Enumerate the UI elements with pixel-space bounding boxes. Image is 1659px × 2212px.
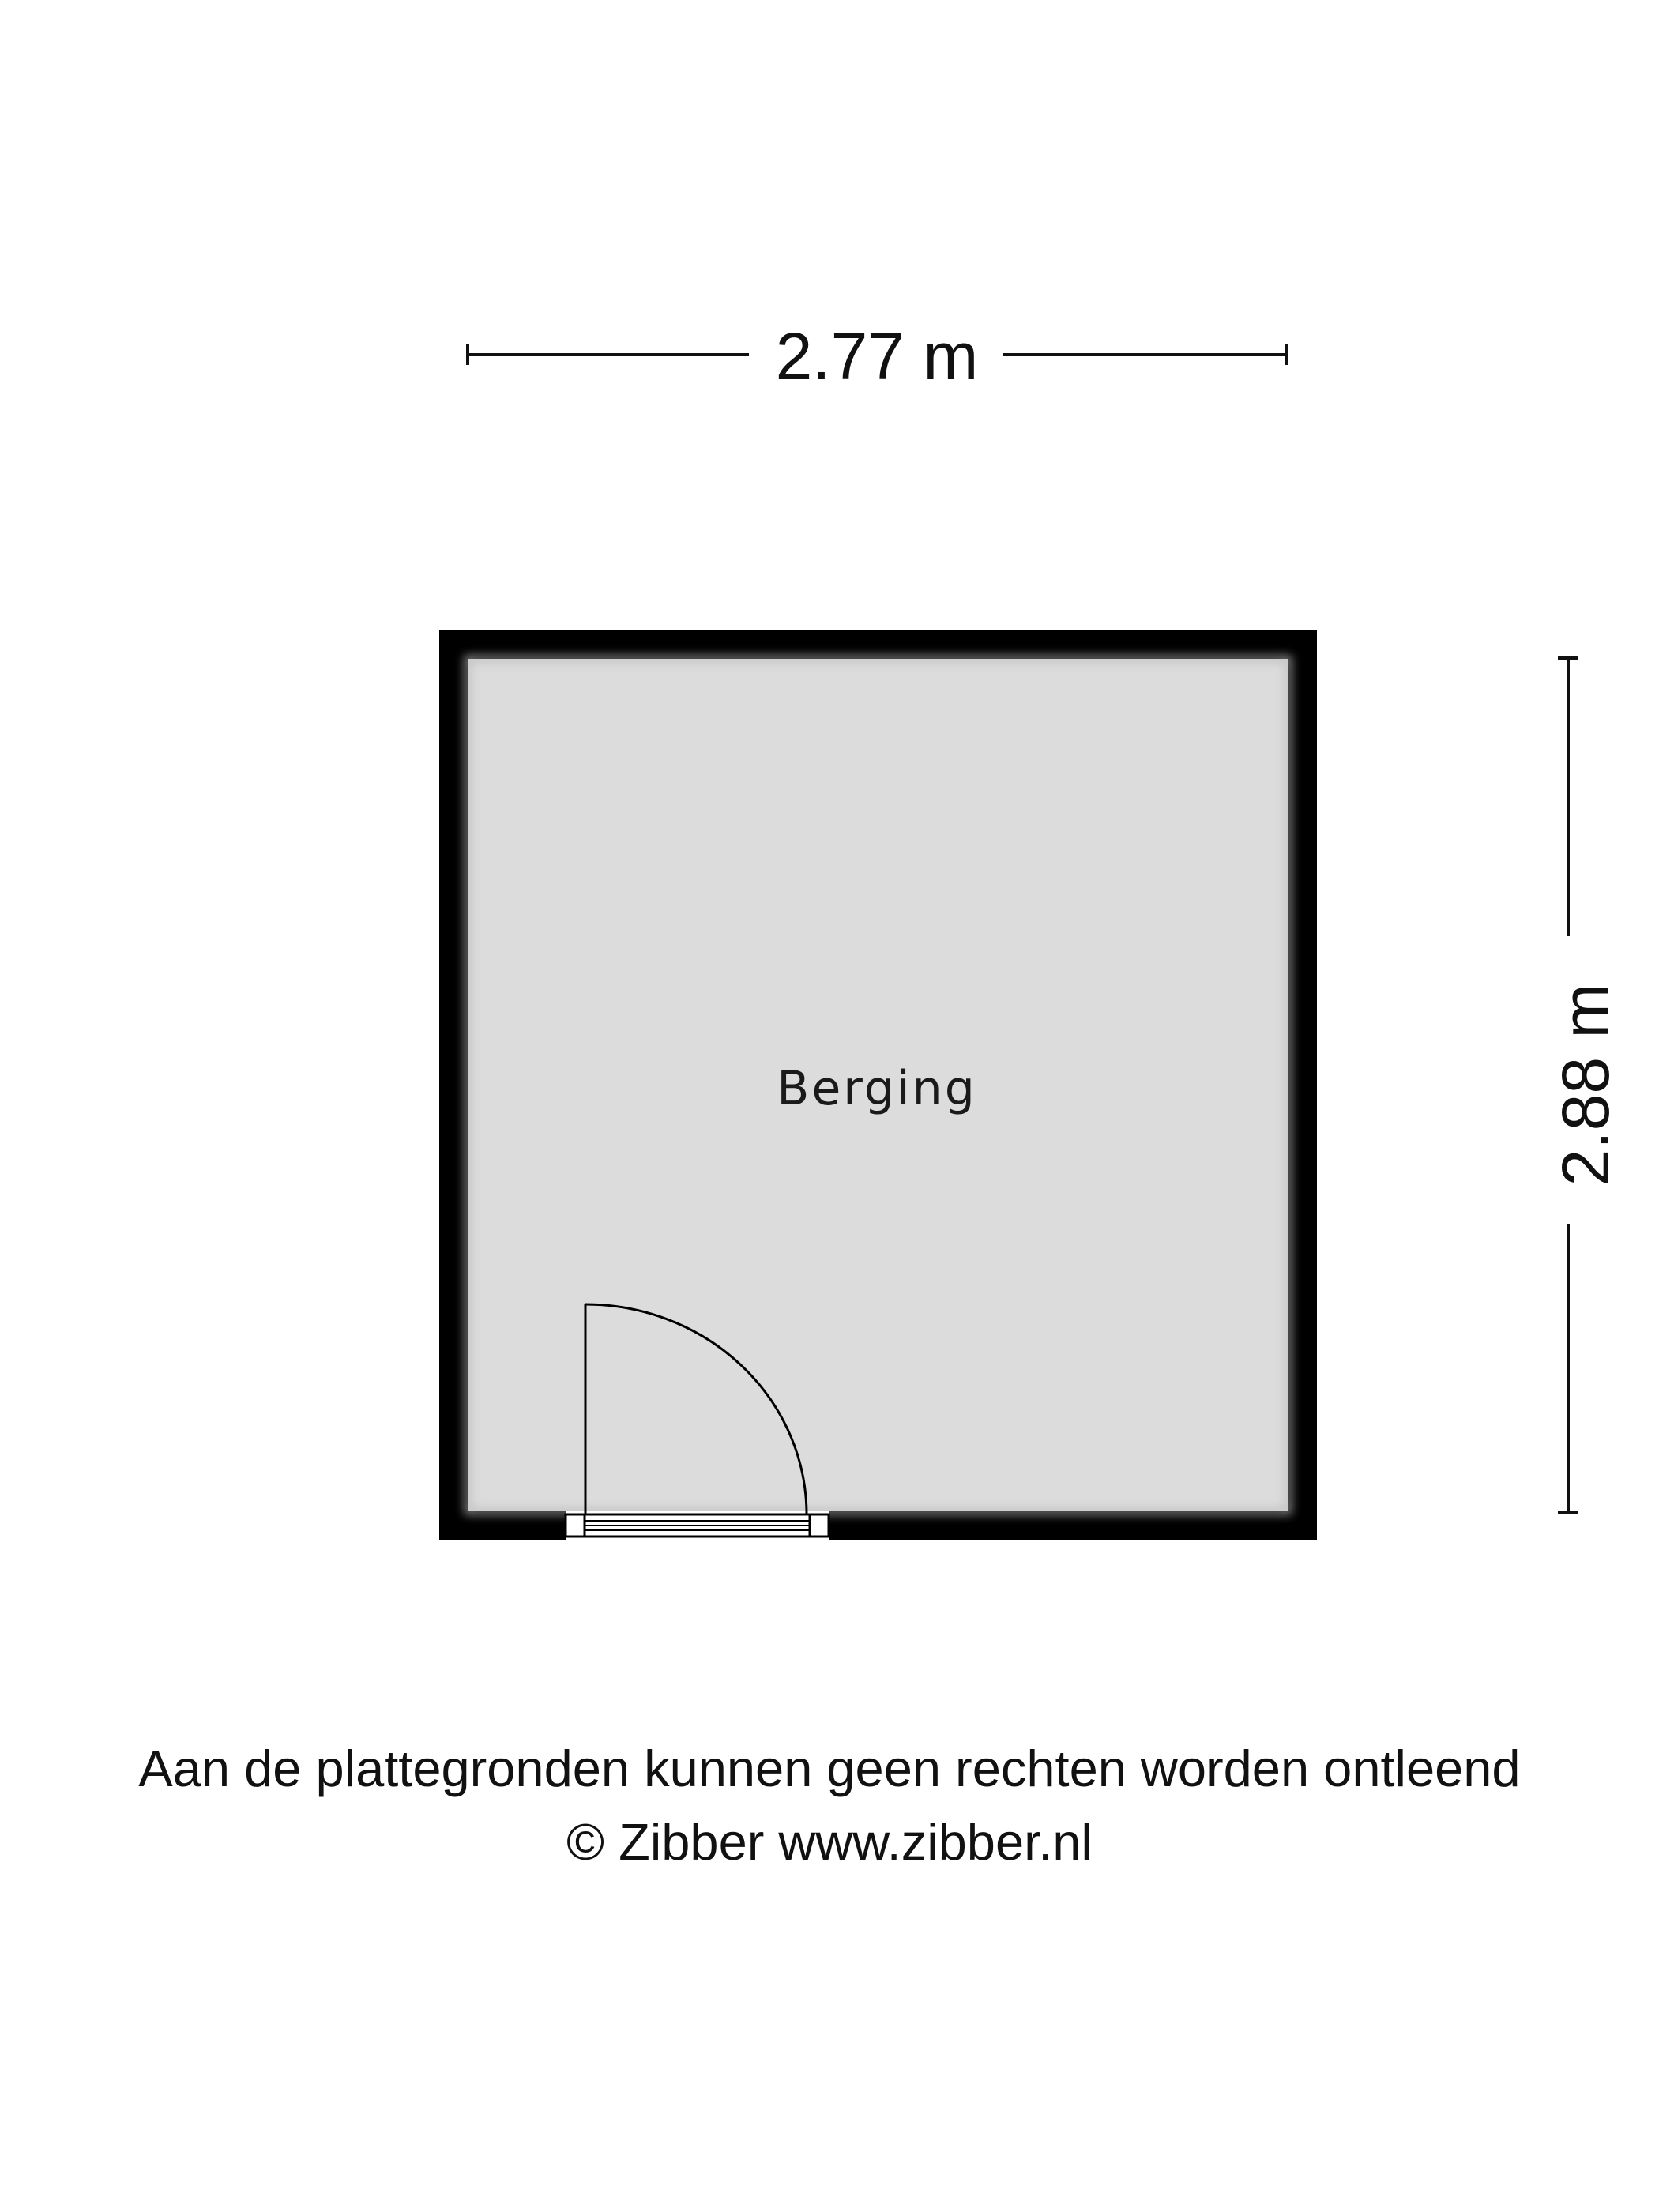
- copyright-text: © Zibber www.zibber.nl: [566, 1813, 1093, 1871]
- width-label: 2.77 m: [775, 319, 979, 393]
- width-dimension: [468, 319, 1286, 393]
- disclaimer-text: Aan de plattegronden kunnen geen rechten worden ontleend: [138, 1740, 1521, 1797]
- room-berging: [439, 630, 1317, 1540]
- room-label: Berging: [777, 1061, 977, 1116]
- height-label: 2.88 m: [1548, 983, 1623, 1187]
- height-dimension: [1548, 658, 1623, 1513]
